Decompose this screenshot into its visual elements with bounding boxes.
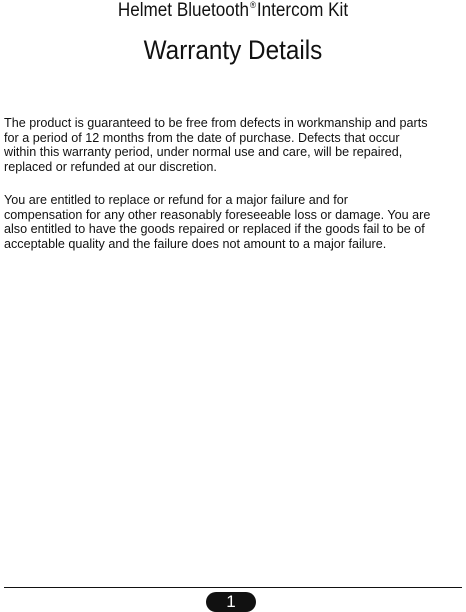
registered-trademark-symbol: ® [249,0,256,10]
paragraph-line: compensation for any other reasonably foreseeable loss or damage. You are [4,207,431,222]
document-header [23,0,442,22]
paragraph-line: within this warranty period, under normal use and care, will be repaired, [4,145,403,159]
page-title: Warranty Details [143,35,323,65]
footer-divider [4,587,462,588]
paragraph-line: You are entitled to replace or refund for a major failure and for [4,193,348,207]
page-number-badge: 1 [206,592,256,612]
paragraph-line: also entitled to have the goods repaired or replaced if the goods fail to be of [4,222,425,236]
product-name-suffix: Intercom Kit [256,0,349,21]
paragraph-line: replaced or refunded at our discretion. [4,159,217,174]
warranty-paragraph-entitlements [4,193,466,251]
warranty-paragraph-guarantee [4,116,466,174]
paragraph-line: acceptable quality and the failure does not amount to a major failure. [4,236,387,251]
product-name: Helmet Bluetooth [117,0,250,21]
paragraph-line: for a period of 12 months from the date of purchase. Defects that occur [4,130,400,145]
paragraph-line: The product is guaranteed to be free from defects in workmanship and parts [4,116,428,130]
